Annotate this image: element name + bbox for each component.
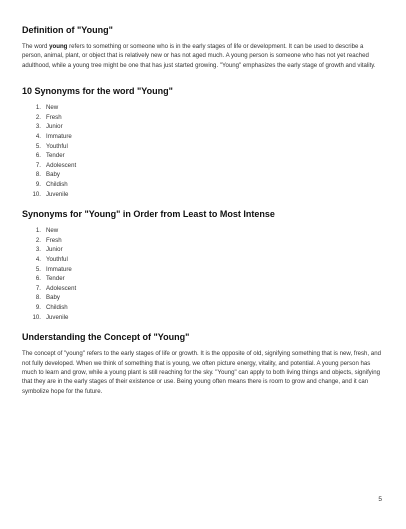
list-item-number: 7. [35,284,41,292]
list-item [22,293,384,303]
list-item-text: Youthful [46,255,68,263]
list-item [22,180,384,190]
page-content [22,24,384,396]
list-item [22,103,384,113]
list-item-text: Childish [46,180,68,188]
list-item [22,236,384,246]
definition-text-rest: refers to something or someone who is in the early stages of life or development. It can be used to describe a person, animal, plant, or object that is relatively new or has not aged much. A young person is someone who has not yet reached adulthood, while a young tree might be one that has just started growing. "Young" emphasizes the early stage of growth and vitality. [22,43,376,69]
page-number: 5 [378,496,382,503]
synonyms-list [22,103,384,199]
list-item-text: Fresh [46,236,62,244]
list-item [22,132,384,142]
list-item-number: 1. [35,104,41,112]
list-item-text: New [46,227,59,235]
list-item-number: 6. [35,275,41,283]
list-item-text: Childish [46,303,68,311]
list-item-text: Junior [46,123,63,131]
list-item-number: 2. [35,236,41,244]
list-item [22,303,384,313]
list-item-number: 7. [35,161,41,169]
list-item-number: 5. [35,265,41,273]
list-item [22,142,384,152]
list-item-number: 8. [35,171,41,179]
list-item-number: 2. [35,113,41,121]
concept-section [22,331,384,396]
list-item-text: Juvenile [46,313,69,321]
list-item-number: 5. [35,142,41,150]
list-item-text: Immature [46,265,72,273]
concept-heading: Understanding the Concept of "Young" [22,332,190,343]
list-item [22,245,384,255]
list-item-text: Tender [46,152,65,160]
definition-text-start: The word [22,43,50,50]
list-item [22,151,384,161]
list-item-text: Adolescent [46,284,77,292]
list-item-number: 9. [35,303,41,311]
definition-section [22,24,384,70]
list-item-text: Fresh [46,113,62,121]
definition-heading: Definition of "Young" [22,25,113,35]
list-item-number: 3. [35,246,41,254]
list-item-number: 9. [35,180,41,188]
list-item-number: 4. [35,255,41,263]
list-item [22,226,384,236]
list-item-text: Baby [46,294,60,302]
definition-keyword: young [49,43,68,50]
ordered-synonyms-list [22,226,384,322]
list-item [22,274,384,284]
list-item-number: 10. [32,190,41,198]
list-item [22,113,384,123]
list-item [22,255,384,265]
list-item-text: Immature [46,133,72,140]
list-item [22,265,384,275]
ordered-synonyms-heading: Synonyms for "Young" in Order from Least to Most Intense [22,209,275,220]
list-item [22,161,384,171]
list-item-number: 1. [35,227,41,235]
list-item-number: 4. [35,133,41,140]
list-item-text: Youthful [46,142,68,150]
list-item-number: 8. [35,294,41,302]
list-item [22,284,384,294]
list-item [22,170,384,180]
list-item-text: Juvenile [46,190,69,198]
concept-paragraph: The concept of "young" refers to the early stages of life or growth. It is the opposite of old, signifying something that is new, fresh, and not fully developed. When we think of something that is young, we often picture energy, vitality, and potential. A young person has much to learn and grow, while a young plant is still reaching for the sky. "Young" can apply to both living things and objects, signifying that they are in the early stages of their existence or use. Being young often means there is room to grow and change, and it can symbolize hope for the future. [22,350,381,395]
list-item-text: Adolescent [46,161,77,169]
list-item [22,190,384,200]
synonyms-section [22,85,384,199]
list-item-text: New [46,104,59,112]
synonyms-heading: 10 Synonyms for the word "Young" [22,86,173,97]
list-item-number: 10. [32,313,41,321]
list-item [22,313,384,323]
ordered-synonyms-section [22,208,384,322]
list-item [22,122,384,132]
definition-paragraph [22,42,384,70]
list-item-text: Junior [46,246,63,254]
list-item-text: Baby [46,171,60,179]
list-item-number: 3. [35,123,41,131]
list-item-text: Tender [46,275,65,283]
list-item-number: 6. [35,152,41,160]
